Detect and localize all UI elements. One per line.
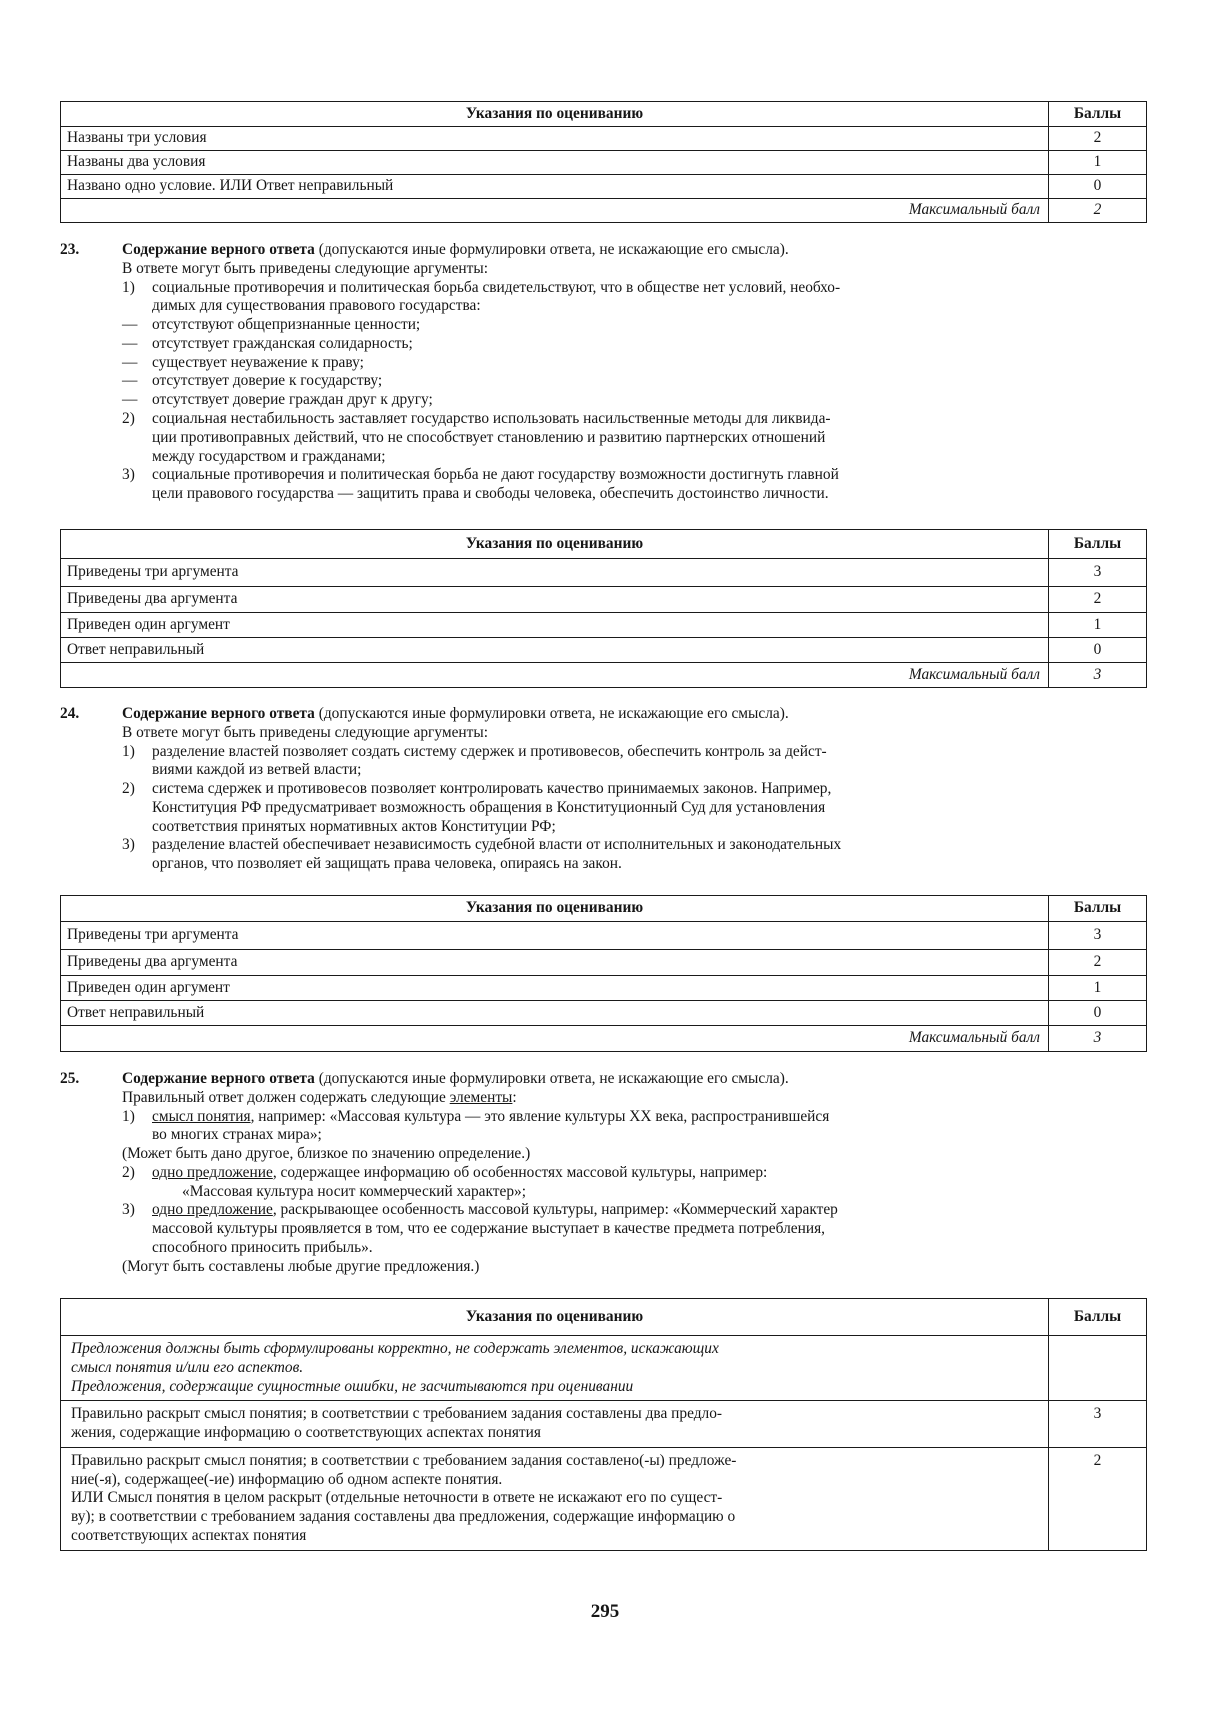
item-line: между государством и гражданами;: [152, 447, 386, 465]
points-value: 3: [1049, 1401, 1147, 1448]
answer-lead-bold: Содержание верного ответа: [122, 1070, 315, 1087]
table-row: [61, 922, 1147, 950]
item-marker: 2): [122, 1163, 135, 1181]
item-line: отсутствует гражданская солидарность;: [152, 334, 413, 352]
list-item: [122, 780, 1152, 836]
note-line: Предложения должны быть сформулированы корректно, не содержать элементов, искажающих: [71, 1340, 719, 1357]
list-item: [122, 372, 1152, 391]
max-score-label: Максимальный балл: [61, 1026, 1049, 1052]
list-item: [122, 1201, 1152, 1257]
grading-table-25: [60, 1298, 1147, 1551]
item-marker: 3): [122, 836, 135, 854]
table-row: [61, 1001, 1147, 1026]
points-value: 1: [1049, 613, 1147, 638]
item-line: разделение властей позволяет создать систему сдержек и противовесов, обеспечить контроль за дейст-: [152, 742, 827, 760]
table-header-criteria: Указания по оцениванию: [61, 530, 1049, 559]
answer-intro-underlined: элементы: [449, 1088, 513, 1106]
criterion-text: Приведены три аргумента: [61, 922, 1049, 950]
item-marker: 1): [122, 278, 135, 296]
item-line: «Массовая культура носит коммерческий характер»;: [182, 1182, 526, 1200]
argument-list: [122, 743, 1152, 874]
item-line: соответствия принятых нормативных актов Конституции РФ;: [152, 817, 556, 835]
item-line: способного приносить прибыль».: [152, 1239, 373, 1257]
max-score-value: 2: [1049, 199, 1147, 223]
item-marker: —: [122, 372, 138, 390]
question-number: 23.: [60, 241, 80, 258]
criterion-line: ИЛИ Смысл понятия в целом раскрыт (отдельные неточности в ответе не искажают его по сущест-: [71, 1489, 723, 1507]
list-item: [122, 466, 1152, 504]
criterion-line: ние(-я), содержащее(-ие) информацию об одном аспекте понятия.: [71, 1470, 503, 1488]
table-header-points: Баллы: [1049, 896, 1147, 922]
table-row: [61, 127, 1147, 151]
points-value: 3: [1049, 922, 1147, 950]
item-line: димых для существования правового государства:: [152, 297, 481, 315]
item-marker: —: [122, 353, 138, 371]
table-header-points: Баллы: [1049, 1299, 1147, 1336]
item-line: органов, что позволяет ей защищать права человека, опираясь на закон.: [152, 855, 622, 873]
question-number: 25.: [60, 1070, 80, 1087]
criterion-line: Правильно раскрыт смысл понятия; в соответствии с требованием задания составлены два предло-: [71, 1405, 723, 1423]
points-value: 0: [1049, 638, 1147, 663]
table-header-criteria: Указания по оцениванию: [61, 896, 1049, 922]
points-value: 2: [1049, 1447, 1147, 1550]
answer-lead: [122, 705, 1152, 724]
criterion-text: Ответ неправильный: [61, 638, 1049, 663]
grading-table-24: [60, 895, 1147, 1052]
item-key-term: одно предложение: [152, 1163, 273, 1181]
criterion-line: жения, содержащие информацию о соответствующих аспектах понятия: [71, 1424, 541, 1442]
table-row: [61, 587, 1147, 613]
table-row: [61, 976, 1147, 1001]
table-row: [61, 559, 1147, 587]
criterion-text: Приведены два аргумента: [61, 950, 1049, 976]
answer-intro: [122, 1089, 1152, 1108]
item-line: существует неуважение к праву;: [152, 353, 364, 371]
table-header-points: Баллы: [1049, 102, 1147, 127]
item-line: отсутствует доверие граждан друг к другу;: [152, 391, 433, 409]
item-line: ции противоправных действий, что не способствует становлению и развитию партнерских отношений: [152, 428, 826, 446]
answer-lead: [122, 1070, 1152, 1089]
points-value: [1049, 1336, 1147, 1401]
item-key-term: одно предложение: [152, 1201, 273, 1219]
criterion-text: Ответ неправильный: [61, 1001, 1049, 1026]
item-line: отсутствует доверие к государству;: [152, 372, 383, 390]
criterion-text: Названо одно условие. ИЛИ Ответ неправильный: [61, 175, 1049, 199]
item-line: социальная нестабильность заставляет государство использовать насильственные методы для ликвида-: [152, 410, 831, 428]
item-marker: 1): [122, 1107, 135, 1125]
argument-list: [122, 279, 1152, 504]
item-line: виями каждой из ветвей власти;: [152, 761, 362, 779]
item-line: разделение властей обеспечивает независимость судебной власти от исполнительных и законодательных: [152, 836, 842, 854]
answer-intro: В ответе могут быть приведены следующие аргументы:: [122, 723, 488, 741]
points-value: 2: [1049, 587, 1147, 613]
item-marker: 3): [122, 466, 135, 484]
item-text: , например: «Массовая культура — это явление культуры XX века, распространившейся: [250, 1107, 830, 1125]
max-score-row: [61, 199, 1147, 223]
criterion-text: Приведены три аргумента: [61, 559, 1049, 587]
points-value: 0: [1049, 1001, 1147, 1026]
table-row: [61, 1447, 1147, 1550]
list-item: [122, 743, 1152, 781]
points-value: 2: [1049, 950, 1147, 976]
list-item: [122, 1108, 1152, 1146]
answer-23: [60, 241, 1152, 504]
table-row: [61, 175, 1147, 199]
item-line: [152, 1164, 1152, 1183]
question-number: 24.: [60, 705, 80, 722]
list-item: [122, 279, 1152, 317]
list-item: [122, 316, 1152, 335]
answer-lead-rest: (допускаются иные формулировки ответа, не искажающие его смысла).: [314, 1070, 789, 1087]
table-row: [61, 1401, 1147, 1448]
grading-table-22: [60, 101, 1147, 223]
max-score-label: Максимальный балл: [61, 663, 1049, 688]
criterion-text: Названы три условия: [61, 127, 1049, 151]
answer-25: [60, 1070, 1152, 1277]
list-item: [122, 335, 1152, 354]
criterion-text: Приведены два аргумента: [61, 587, 1049, 613]
note: (Могут быть составлены любые другие предложения.): [122, 1257, 480, 1275]
item-line: Конституция РФ предусматривает возможность обращения в Конституционный Суд для установления: [152, 798, 826, 816]
item-line: во многих странах мира»;: [152, 1126, 322, 1144]
answer-lead-rest: (допускаются иные формулировки ответа, не искажающие его смысла).: [314, 241, 789, 258]
points-value: 3: [1049, 559, 1147, 587]
answer-lead: [122, 241, 1152, 260]
table-row: [61, 950, 1147, 976]
item-marker: 2): [122, 410, 135, 428]
max-score-label: Максимальный балл: [61, 199, 1049, 223]
max-score-row: [61, 663, 1147, 688]
item-line: отсутствуют общепризнанные ценности;: [152, 316, 421, 334]
item-marker: 1): [122, 742, 135, 760]
item-line: система сдержек и противовесов позволяет контролировать качество принимаемых законов. Например,: [152, 780, 832, 798]
item-marker: —: [122, 391, 138, 409]
answer-24: [60, 705, 1152, 874]
points-value: 1: [1049, 151, 1147, 175]
note-line: смысл понятия и/или его аспектов.: [71, 1358, 304, 1376]
max-score-row: [61, 1026, 1147, 1052]
table-row: [61, 638, 1147, 663]
criterion-line: соответствующих аспектах понятия: [71, 1527, 307, 1545]
item-marker: —: [122, 316, 138, 334]
item-line: [152, 1201, 1152, 1220]
item-key-term: смысл понятия: [152, 1107, 251, 1125]
grading-table-23: [60, 529, 1147, 688]
list-item: [122, 1164, 1152, 1202]
points-value: 2: [1049, 127, 1147, 151]
answer-lead-rest: (допускаются иные формулировки ответа, не искажающие его смысла).: [314, 705, 789, 722]
answer-intro: В ответе могут быть приведены следующие аргументы:: [122, 259, 488, 277]
table-row: [61, 151, 1147, 175]
list-item: [122, 391, 1152, 410]
criterion-line: Правильно раскрыт смысл понятия; в соответствии с требованием задания составлено(-ы) предложе-: [71, 1451, 737, 1469]
criterion-line: ву); в соответствии с требованием задания составлены два предложения, содержащие информацию о: [71, 1508, 736, 1526]
item-text: , содержащее информацию об особенностях массовой культуры, например:: [272, 1163, 768, 1181]
item-line: [152, 1108, 1152, 1127]
table-row: [61, 1336, 1147, 1401]
table-header-criteria: Указания по оцениванию: [61, 1299, 1049, 1336]
max-score-value: 3: [1049, 1026, 1147, 1052]
item-marker: 2): [122, 780, 135, 798]
list-item: [122, 410, 1152, 466]
list-item: [122, 836, 1152, 874]
item-text: , раскрывающее особенность массовой культуры, например: «Коммерческий характер: [272, 1201, 838, 1219]
note-line: Предложения, содержащие сущностные ошибки, не засчитываются при оценивании: [71, 1377, 634, 1395]
note: (Может быть дано другое, близкое по значению определение.): [122, 1145, 531, 1163]
page-number: 295: [590, 1601, 620, 1622]
item-line: цели правового государства — защитить права и свободы человека, обеспечить достоинство личности.: [152, 485, 829, 503]
table-header-points: Баллы: [1049, 530, 1147, 559]
criterion-text: [61, 1401, 1049, 1448]
criterion-text: Приведен один аргумент: [61, 976, 1049, 1001]
list-item: [122, 354, 1152, 373]
max-score-value: 3: [1049, 663, 1147, 688]
points-value: 0: [1049, 175, 1147, 199]
answer-intro-text: Правильный ответ должен содержать следующие: [122, 1088, 450, 1106]
criterion-text: Приведен один аргумент: [61, 613, 1049, 638]
item-marker: —: [122, 334, 138, 352]
answer-intro-colon: :: [512, 1088, 517, 1106]
criterion-text: Названы два условия: [61, 151, 1049, 175]
item-line: социальные противоречия и политическая борьба не дают государству возможности достигнуть главной: [152, 466, 839, 484]
item-line: социальные противоречия и политическая борьба свидетельствуют, что в обществе нет условий, необхо-: [152, 278, 841, 296]
grading-note: [61, 1336, 1049, 1401]
item-line: массовой культуры проявляется в том, что ее содержание выступает в качестве предмета потребления,: [152, 1220, 825, 1238]
criterion-text: [61, 1447, 1049, 1550]
answer-lead-bold: Содержание верного ответа: [122, 241, 315, 258]
table-header-criteria: Указания по оцениванию: [61, 102, 1049, 127]
table-row: [61, 613, 1147, 638]
answer-lead-bold: Содержание верного ответа: [122, 705, 315, 722]
points-value: 1: [1049, 976, 1147, 1001]
item-marker: 3): [122, 1201, 135, 1219]
